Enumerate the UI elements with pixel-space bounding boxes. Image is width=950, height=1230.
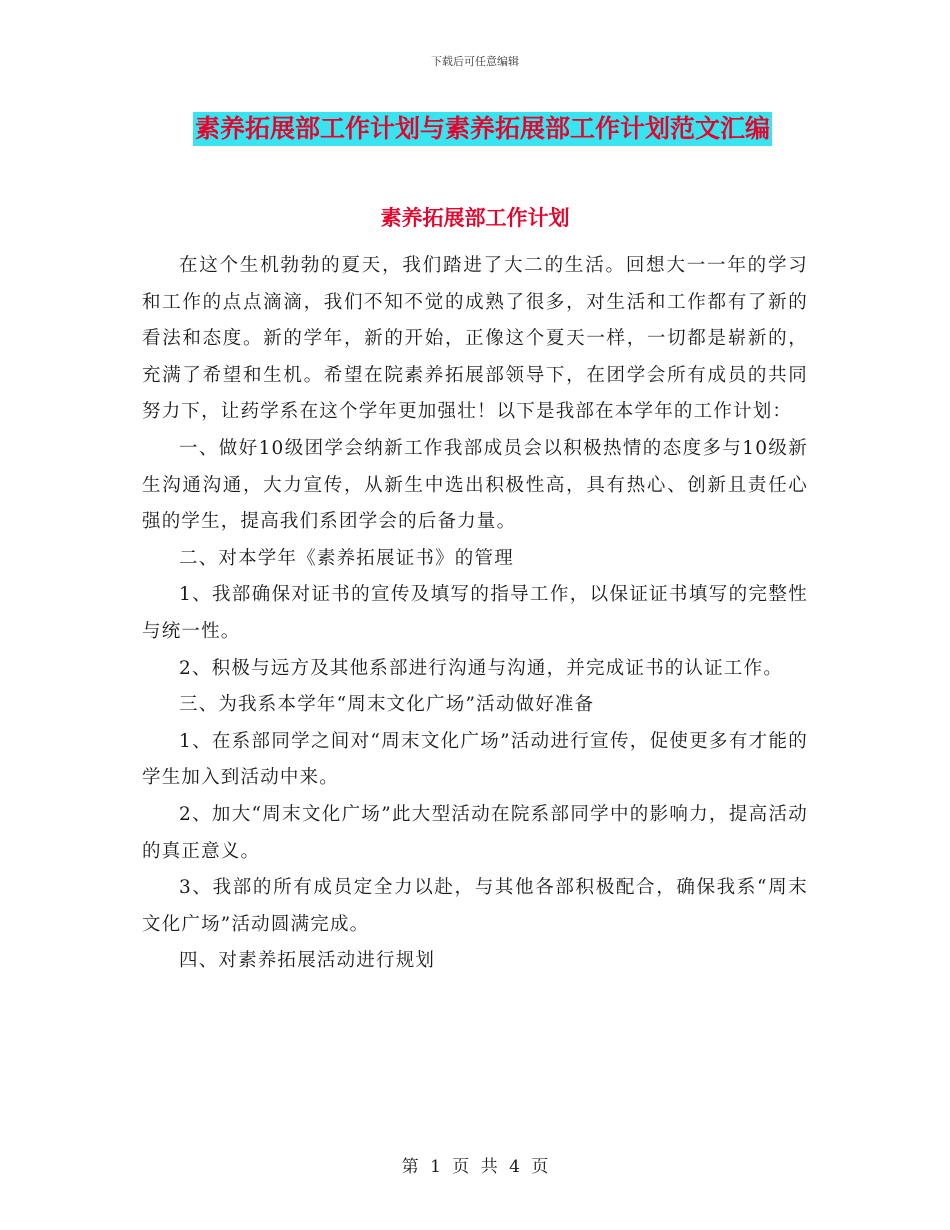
paragraph-intro: 在这个生机勃勃的夏天，我们踏进了大二的生活。回想大一一年的学习和工作的点点滴滴，我们不知不觉的成熟了很多，对生活和工作都有了新的看法和态度。新的学年，新的开始，正像这个夏天一样，一切都是崭新的，充满了希望和生机。希望在院素养拓展部领导下，在团学会所有成员的共同努力下，让药学系在这个学年更加强壮！以下是我部在本学年的工作计划： <box>142 255 808 423</box>
main-title-block <box>193 112 803 146</box>
page-number-footer: 第 1 页 共 4 页 <box>401 1157 549 1177</box>
paragraph-heading-4: 四、对素养拓展活动进行规划 <box>179 950 436 972</box>
paragraph-item-3-3: 3、我部的所有成员定全力以赴，与其他各部积极配合，确保我系“周末文化广场”活动圆满完成。 <box>142 877 808 935</box>
paragraph-heading-3: 三、为我系本学年“周末文化广场”活动做好准备 <box>179 694 595 716</box>
header-note: 下载后可任意编辑 <box>431 55 519 68</box>
paragraph-heading-2: 二、对本学年《素养拓展证书》的管理 <box>179 547 514 569</box>
paragraph-item-2-2: 2、积极与远方及其他系部进行沟通与沟通，并完成证书的认证工作。 <box>179 657 783 679</box>
section-title: 素养拓展部工作计划 <box>380 206 570 230</box>
paragraph-item-3-2: 2、加大“周末文化广场”此大型活动在院系部同学中的影响力，提高活动的真正意义。 <box>142 803 808 862</box>
paragraph-item-1: 一、做好10级团学会纳新工作我部成员会以积极热情的态度多与10级新生沟通沟通，大力宣传，从新生中选出积极性高，具有热心、创新且责任心强的学生，提高我们系团学会的后备力量。 <box>142 437 808 533</box>
paragraph-item-3-1: 1、在系部同学之间对“周末文化广场”活动进行宣传，促使更多有才能的学生加入到活动中来。 <box>142 730 808 789</box>
paragraph-item-2-1: 1、我部确保对证书的宣传及填写的指导工作，以保证证书填写的完整性与统一性。 <box>142 584 808 642</box>
main-title: 素养拓展部工作计划与素养拓展部工作计划范文汇编 <box>193 112 772 146</box>
document-body <box>142 248 808 980</box>
